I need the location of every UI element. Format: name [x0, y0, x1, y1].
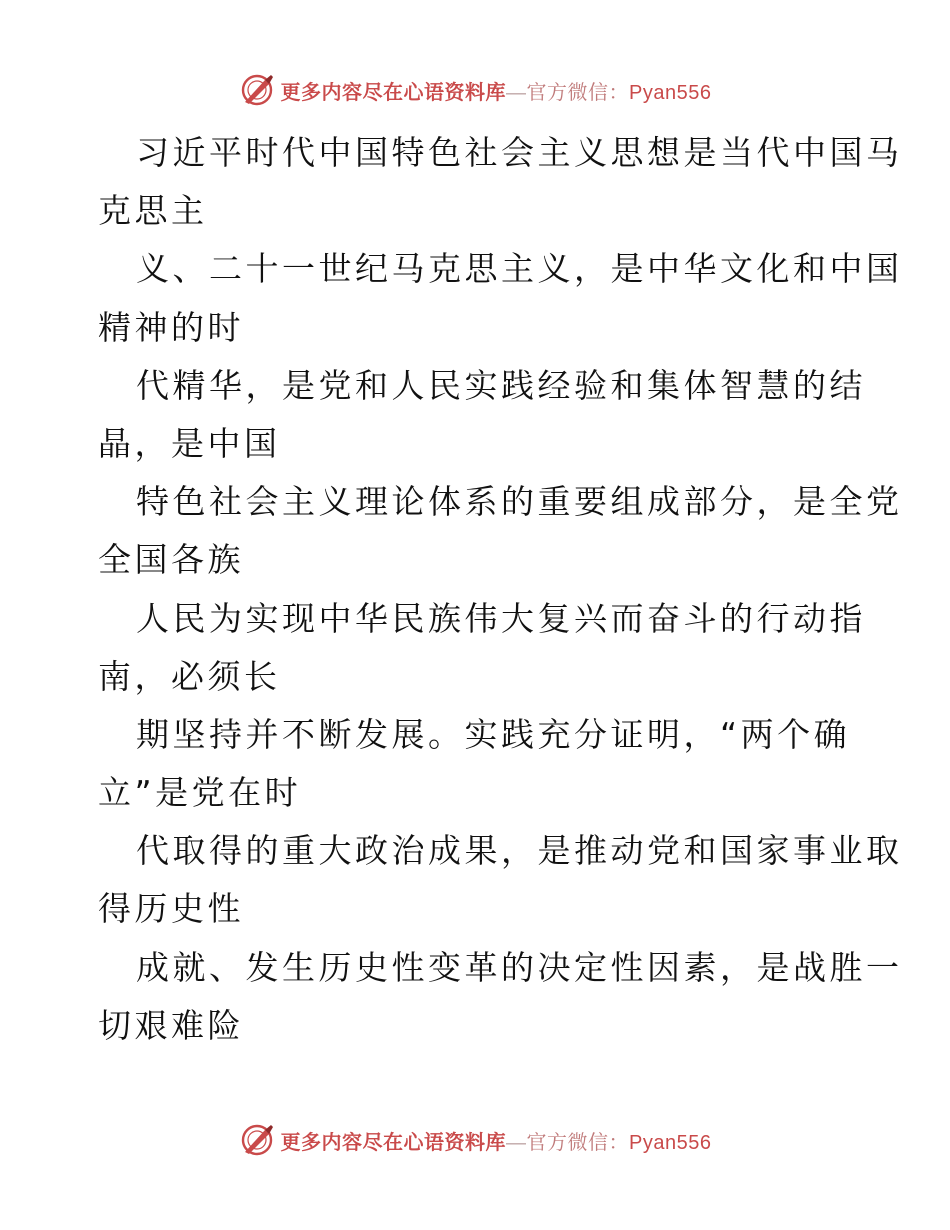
banner-wechat-id: Pyan556 — [629, 1131, 712, 1154]
text-line: 晶，是中国 — [98, 423, 281, 463]
text-line: 成就、发生历史性变革的决定性因素，是战胜一 — [136, 947, 903, 987]
banner-wechat-id: Pyan556 — [629, 81, 712, 104]
text-line: 代精华，是党和人民实践经验和集体智慧的结 — [136, 365, 866, 405]
banner-dash: — — [506, 81, 527, 104]
text-line: 南，必须长 — [98, 656, 281, 696]
banner-dash: — — [506, 1131, 527, 1154]
text-line: 得历史性 — [98, 889, 244, 929]
text-line: 全国各族 — [98, 540, 244, 580]
text-line: 克思主 — [98, 191, 208, 231]
banner-wechat-label: 官方微信： — [526, 81, 630, 104]
footer-watermark — [0, 1120, 950, 1160]
text-line: 习近平时代中国特色社会主义思想是当代中国马 — [136, 133, 903, 172]
text-line: 切艰难险 — [98, 1005, 244, 1045]
banner-wechat-label: 官方微信： — [526, 1131, 630, 1154]
text-line: 人民为实现中华民族伟大复兴而奋斗的行动指 — [136, 598, 866, 638]
text-line: 代取得的重大政治成果，是推动党和国家事业取 — [136, 831, 903, 871]
pen-logo-icon — [239, 72, 275, 108]
text-line: 义、二十一世纪马克思主义，是中华文化和中国 — [136, 249, 903, 289]
banner-title: 更多内容尽在心语资料库 — [280, 81, 507, 104]
body-text — [98, 124, 903, 1055]
banner-title: 更多内容尽在心语资料库 — [280, 1131, 507, 1154]
header-watermark — [0, 70, 950, 110]
text-line: 特色社会主义理论体系的重要组成部分，是全党 — [136, 482, 903, 522]
text-line: 精神的时 — [98, 307, 244, 347]
text-line: 期坚持并不断发展。实践充分证明，“两个确 — [136, 714, 851, 754]
text-line: 立”是党在时 — [98, 773, 302, 813]
pen-logo-icon — [239, 1122, 275, 1158]
